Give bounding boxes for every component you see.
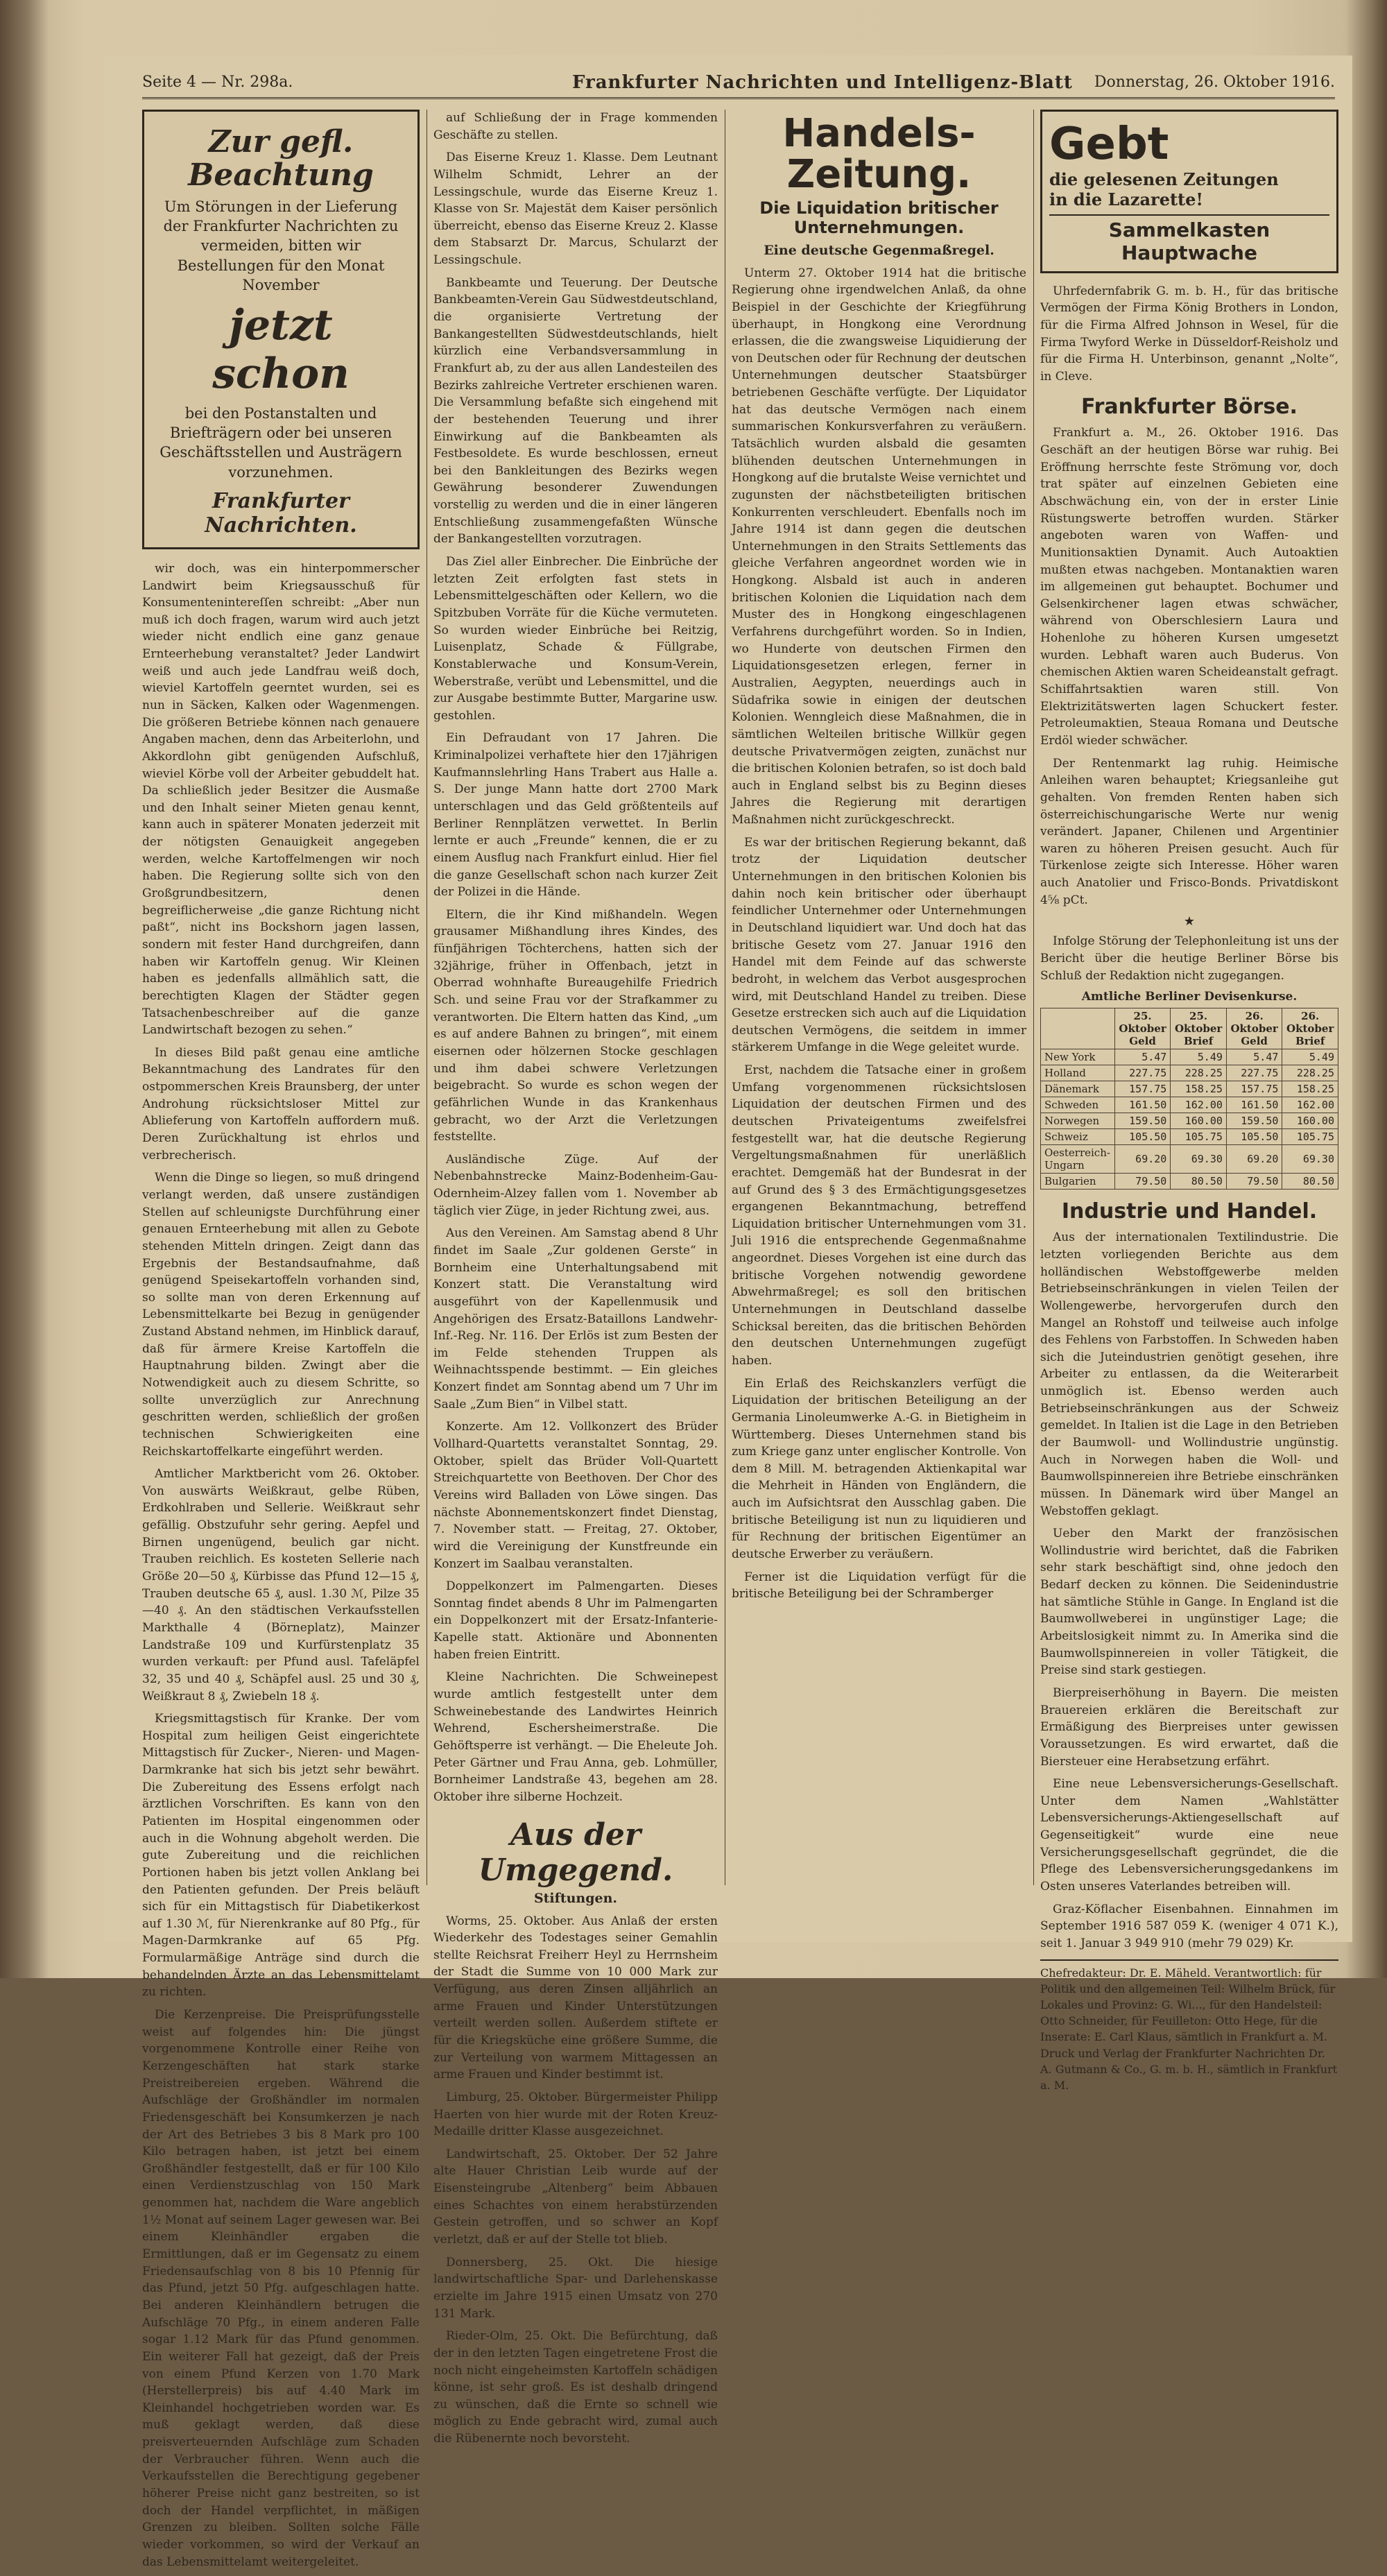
currency-name: New York xyxy=(1041,1049,1115,1065)
rate-value: 69.20 xyxy=(1114,1145,1171,1174)
table-row xyxy=(1041,1049,1338,1065)
currency-name: Schweiz xyxy=(1041,1129,1115,1145)
article-paragraph: Worms, 25. Oktober. Aus Anlaß der ersten Wiederkehr des Todestages seiner Gemahlin stellte Reichsrat Freiherr Heyl zu Herrnsheim der Stadt die Summe von 10 000 Mark zur Verfügung, aus deren Zinsen alljährlich an arme Frauen und Kinder Unterstützungen verteilt werden sollen. Außerdem stiftete er für die Kriegsküche eine größere Summe, die zur Verteilung von warmem Mittagessen an arme Frauen und Kinder bestimmt ist. xyxy=(433,1914,718,2082)
table-row xyxy=(1041,1145,1338,1174)
article-paragraph: Bankbeamte und Teuerung. Der Deutsche Bankbeamten-Verein Gau Südwestdeutschland, die organisierte Vertretung der Bankangestellten Südwestdeutschlands, hielt kürzlich eine Verbandsversammlung in Frankfurt ab, zu der aus allen Landesteilen des Bezirks zahlreiche Vertreter erschienen waren. Die Versammlung befaßte sich eingehend mit der bestehenden Teuerung und ihrer Einwirkung auf die Bankbeamten als Festbesoldete. Es wurde beschlossen, erneut bei den Bankleitungen des Bezirks wegen Gewährung besonderer Zuwendungen vorstellig zu werden und die in einer längeren Entschließung zusammengefaßten Wünsche der Bankangestellten vorzutragen. xyxy=(433,275,718,547)
article-paragraph: Ferner ist die Liquidation verfügt für die britische Beteiligung bei der Schramberger xyxy=(732,1570,1026,1602)
section-heading: Aus der Umgegend. xyxy=(478,1817,673,1888)
separator-star: ★ xyxy=(1183,914,1196,929)
article-paragraph: Ueber den Markt der französischen Wollindustrie wird berichtet, daß die Fabriken sehr stark beschäftigt sind, ohne jedoch den Bedarf decken zu können. Die Seidenindustrie hat sämtliche Stühle in Gange. In England ist die Baumwollweberei in ungünstiger Lage; die Arbeitslosigkeit nimmt zu. In Amerika sind die Baumwollspinnereien in voller Tätigkeit, die Preise sind stark gestiegen. xyxy=(1040,1527,1338,1678)
article-paragraph: Doppelkonzert im Palmengarten. Dieses Sonntag findet abends 8 Uhr im Palmengarten ein Doppelkonzert mit der Ersatz-Infanterie-Kapelle statt. Aktionäre und Abonnenten haben freien Eintritt. xyxy=(433,1579,718,1662)
notice-emphasis: jetzt schon xyxy=(212,300,350,398)
currency-name: Bulgarien xyxy=(1041,1174,1115,1190)
notice-title: Zur gefl. Beachtung xyxy=(188,124,374,194)
rate-value: 80.50 xyxy=(1282,1174,1338,1190)
article-paragraph: Ein Defraudant von 17 Jahren. Die Kriminalpolizei verhaftete hier den 17jährigen Kaufmannslehrling Hans Trabert aus Halle a. S. Der junge Mann hatte dort 2700 Mark unterschlagen und das Geld größtenteils auf Berliner Rennplätzen verwettet. In Berlin lernte er auch „Freunde“ kennen, die er zu einem Ausflug nach Frankfurt einlud. Hier fiel die ganze Gesellschaft schon nach kurzer Zeit der Polizei in die Hände. xyxy=(433,731,718,900)
article-paragraph: Uhrfedernfabrik G. m. b. H., für das britische Vermögen der Firma König Brothers in London, für die Firma Alfred Johnson in Wesel, für die Firma Twyford Werke in Düsseldorf-Reisholz und für die Firma H. Unterbinson, genannt „Nolte“, in Cleve. xyxy=(1040,284,1338,384)
table-header-cell: 25. Oktober Geld xyxy=(1114,1008,1171,1049)
rate-value: 105.75 xyxy=(1171,1129,1227,1145)
table-header-cell: 25. Oktober Brief xyxy=(1171,1008,1227,1049)
article-paragraph: Aus der internationalen Textilindustrie. Die letzten vorliegenden Berichte aus dem holländischen Webstoffgewerbe melden Betriebseinschränkungen in vielen Teilen der Wollengewerbe, hervorgerufen durch den Mangel an Rohstoff und teilweise auch infolge des Fehlens von Farbstoffen. In Schweden haben sich die Juteindustrien genötigt gesehen, ihre Arbeiter zu entlassen, da die Weiterarbeit unmöglich ist. Ebenso werden auch Betriebseinschränkungen aus der Schweiz gemeldet. In Italien ist die Lage in den Betrieben der Baumwoll- und Wollindustrie ungünstig. Auch in Norwegen haben die Woll- und Baumwollspinnereien ihre Betriebe einschränken müssen. In Dänemark wird über Mangel an Webstoffen geklagt. xyxy=(1040,1230,1338,1518)
notice-signature: Frankfurter Nachrichten. xyxy=(205,488,357,538)
article-paragraph: Graz-Köflacher Eisenbahnen. Einnahmen im September 1916 587 059 K. (weniger 4 071 K.), seit 1. Januar 3 949 910 (mehr 79 029) Kr. xyxy=(1040,1902,1338,1950)
article-paragraph: Wenn die Dinge so liegen, so muß dringend verlangt werden, daß unsere zuständigen Stellen auf schleunigste Durchführung einer genauen Ernteerhebung mit allen zu Gebote stehenden Mitteln dringen. Zeigt dann das Ergebnis der Bestandsaufnahme, daß genügend Speisekartoffeln vorhanden sind, so sollte man von deren Erkennung auf Lebensmittelkarte bei Bezug in genügender Zustand Abstand nehmen, im Hinblick darauf, daß für ärmere Kreise Kartoffeln die Hauptnahrung bilden. Zwingt aber die Notwendigkeit auch zu diesem Schritte, so sollte unverzüglich zur Anrechnung geschritten werden, schließlich der großen technischen Schwierigkeiten eine Reichskartoffelkarte eingeführt werden. xyxy=(142,1171,420,1459)
rate-value: 159.50 xyxy=(1114,1113,1171,1129)
rate-value: 5.49 xyxy=(1171,1049,1227,1065)
subscription-notice xyxy=(142,110,420,549)
imprint: Chefredakteur: Dr. E. Mäheld. Verantwortlich: für Politik und den allgemeinen Teil: Wilhelm Brück, für Lokales und Provinz: G. Wi..., für den Handelsteil: Otto Schneider, für Feuilleton: Otto Hege, für die Inserate: E. Carl Klaus, sämtlich in Frankfurt a. M. Druck und Verlag der Frankfurter Nachrichten Dr. A. Gutmann & Co., G. m. b. H., sämtlich in Frankfurt a. M. xyxy=(1040,1959,1338,2094)
article-paragraph: Ein Erlaß des Reichskanzlers verfügt die Liquidation der britischen Beteiligung an der Germania Linoleumwerke A.-G. in Bietigheim in Württemberg. Dieses Unternehmen stand bis zum Kriege ganz unter englischer Kontrolle. Von dem 8 Mill. M. betragenden Aktienkapital war die Mehrheit in Händen von Engländern, die auch im Aufsichtsrat den Ausschlag gaben. Die britische Beteiligung ist nun zu liquidieren und für Rechnung der britischen Eigentümer an deutsche Erwerber zu veräußern. xyxy=(732,1376,1026,1561)
rate-value: 162.00 xyxy=(1282,1097,1338,1113)
table-row xyxy=(1041,1081,1338,1097)
notice-body: Um Störungen in der Lieferung der Frankfurter Nachrichten zu vermeiden, bitten wir Bestellungen für den Monat November xyxy=(163,198,399,294)
currency-name: Schweden xyxy=(1041,1097,1115,1113)
table-row xyxy=(1041,1174,1338,1190)
article-paragraph: Landwirtschaft, 25. Oktober. Der 52 Jahre alte Hauer Christian Leib wurde auf der Eisensteingrube „Altenberg“ beim Abbauen eines Schachtes von einem herabstürzenden Gestein getroffen, und so schwer an Kopf verletzt, daß er auf der Stelle tot blieb. xyxy=(433,2147,718,2247)
column-rule xyxy=(1033,110,1034,1885)
rate-value: 228.25 xyxy=(1282,1065,1338,1081)
article-paragraph: Limburg, 25. Oktober. Bürgermeister Philipp Haerten von hier wurde mit der Roten Kreuz-Medaille dritter Klasse ausgezeichnet. xyxy=(433,2090,718,2139)
table-row xyxy=(1041,1097,1338,1113)
rate-value: 160.00 xyxy=(1171,1113,1227,1129)
page-number: Seite 4 — Nr. 298a. xyxy=(142,74,293,91)
article-paragraph: Die Kerzenpreise. Die Preisprüfungsstelle weist auf folgendes hin: Die jüngst vorgenommene Kontrolle einer Reihe von Kerzengeschäften hat stark starke Preistreibereien ergeben. Während die Aufschläge der Großhändler im normalen Friedensgeschäft bei Konsumkerzen je nach der Art des Betriebes 3 bis 8 Mark pro 100 Kilo betragen haben, ist jetzt bei einem Großhändler festgestellt, daß er für 100 Kilo einen Verdienstzuschlag von 150 Mark genommen hat, nachdem die Ware angeblich 1½ Monat auf seinem Lager gewesen war. Bei einem Kleinhändler ergaben die Ermittlungen, daß er im Gegensatz zu einem Friedensaufschlag von 8 bis 10 Pfennig für das Pfund, jetzt 50 Pfg. aufgeschlagen hatte. Bei anderen Kleinhändlern betrugen die Aufschläge 70 Pfg., in einem anderen Falle sogar 1.12 Mark für das Pfund genommen. Ein weiterer Fall hat gezeigt, daß der Preis von einem Pfund Kerzen von 1.70 Mark (Herstellerpreis) bis auf 4.40 Mark im Kleinhandel hochgetrieben worden war. Es muß geklagt werden, daß diese preisverteuernden Aufschläge zum Schaden der Verbraucher führen. Wenn auch die Verkaufsstellen die Berechtigung gegebener höherer Preise nicht ganz bestreiten, so ist doch der Handel verpflichtet, in mäßigen Grenzen zu bleiben. Sollten solche Fälle wieder vorkommen, so wird der Verkauf an das Lebensmittelamt weitergeleitet. xyxy=(142,2008,420,2569)
newspaper-donation-ad xyxy=(1040,110,1338,273)
rate-value: 157.75 xyxy=(1114,1081,1171,1097)
rate-value: 79.50 xyxy=(1226,1174,1282,1190)
article-paragraph: Erst, nachdem die Tatsache einer in großem Umfang vorgenommenen rücksichtslosen Liquidation der deutschen Firmen und des deutschen Privateigentums zweifelsfrei festgestellt war, hat die deutsche Regierung Vergeltungsmaßnahmen für unerläßlich erachtet. Demgemäß hat der Bundesrat in der auf Grund des § 3 des Ermächtigungsgesetzes ergangenen Bekanntmachung, betreffend Liquidation britischer Unternehmungen vom 31. Juli 1916 die entsprechende Gegenmaßnahme angeordnet. Dieses Vorgehen ist eine durch das britische Vorgehen notwendig gewordene Abwehrmaßregel; es soll den britischen Unternehmungen in Deutschland dasselbe Schicksal bereiten, das die britischen Behörden den deutschen Unternehmungen zugefügt haben. xyxy=(732,1063,1026,1368)
page-header xyxy=(142,69,1335,99)
rate-value: 227.75 xyxy=(1114,1065,1171,1081)
rate-value: 5.47 xyxy=(1114,1049,1171,1065)
rate-value: 5.49 xyxy=(1282,1049,1338,1065)
column-1 xyxy=(142,110,420,2576)
article-paragraph: Ausländische Züge. Auf der Nebenbahnstrecke Mainz-Bodenheim-Gau-Odernheim-Alzey fallen vom 1. November ab täglich vier Züge, in jeder Richtung zwei, aus. xyxy=(433,1152,718,1218)
column-2 xyxy=(433,110,718,2453)
article-paragraph: Es war der britischen Regierung bekannt, daß trotz der Liquidation deutscher Unternehmungen in den britischen Kolonien bis dahin noch kein britischer oder überhaupt feindlicher Unternehmer oder Unternehmungen in Deutschland liquidiert war. Und doch hat das britische Gesetz vom 27. Januar 1916 den Handel mit dem Feinde auf das schwerste bedroht, in welchem das Verbot ausgesprochen wird, mit Deutschland Handel zu treiben. Diese Gesetze erstrecken sich auch auf die Liquidation deutschen Vermögens, die seitdem in immer stärkerem Umfange in die Wege geleitet wurde. xyxy=(732,835,1026,1055)
issue-date: Donnerstag, 26. Oktober 1916. xyxy=(1094,74,1335,91)
rate-value: 158.25 xyxy=(1171,1081,1227,1097)
article-paragraph: Kleine Nachrichten. Die Schweinepest wurde amtlich festgestellt unter dem Schweinebestande des Landwirtes Heinrich Wehrend, Eschersheimerstraße. Die Gehöftsperre ist verhängt. — Die Eheleute Joh. Peter Gärtner und Frau Anna, geb. Lohmüller, Bornheimer Landstraße 43, begehen am 28. Oktober ihre silberne Hochzeit. xyxy=(433,1670,718,1804)
rate-value: 159.50 xyxy=(1226,1113,1282,1129)
ad-line-2: in die Lazarette! xyxy=(1049,189,1203,209)
currency-name: Holland xyxy=(1041,1065,1115,1081)
rate-value: 158.25 xyxy=(1282,1081,1338,1097)
article-paragraph: Infolge Störung der Telephonleitung ist uns der Bericht über die heutige Berliner Börse bis Schluß der Redaktion nicht zugegangen. xyxy=(1040,934,1338,983)
article-paragraph: Kriegsmittagstisch für Kranke. Der vom Hospital zum heiligen Geist eingerichtete Mittagstisch für Zucker-, Nieren- und Magen-Darmkranke hat sich bis jetzt sehr bewährt. Die Zubereitung des Essens erfolgt nach ärztlichen Vorschriften. Es kann von den Patienten im Hospital eingenommen oder auch in die Wohnung abgeholt werden. Die gute Zubereitung und die reichlichen Portionen haben bis jetzt vollen Anklang bei den Patienten gefunden. Der Preis beläuft sich für ein Mittagstisch für Diabetikerkost auf 1.30 ℳ, für Nierenkranke auf 80 Pfg., für Magen-Darmkranke auf 65 Pfg. Formularmäßige Anträge sind durch die behandelnden Ärzte an das Lebensmittelamt zu richten. xyxy=(142,1712,420,2000)
currency-name: Norwegen xyxy=(1041,1113,1115,1129)
ad-line-1: die gelesenen Zeitungen xyxy=(1049,169,1279,189)
section-heading: Industrie und Handel. xyxy=(1061,1199,1318,1224)
ad-text xyxy=(1049,170,1279,210)
column-3 xyxy=(732,110,1026,1608)
table-row xyxy=(1041,1129,1338,1145)
rate-value: 161.50 xyxy=(1226,1097,1282,1113)
table-header-cell: 26. Oktober Geld xyxy=(1226,1008,1282,1049)
article-paragraph: Eltern, die ihr Kind mißhandeln. Wegen grausamer Mißhandlung ihres Kindes, des fünfjährigen Töchterchens, hatten sich der 32jährige, früher in Offenbach, jetzt in Oberrad wohnhafte Bureaugehilfe Friedrich Sch. und seine Frau vor der Strafkammer zu verantworten. Die Eltern hatten das Kind, „um es auf andere Bahnen zu bringen“, mit einem eisernen oder hölzernen Stocke geschlagen und ihm dabei schwere Verletzungen beigebracht. So wurde es schon wegen der gefährlichen Wunde in das Krankenhaus gebracht, wo der Arzt die Verletzungen feststellte. xyxy=(433,907,718,1144)
table-title: Amtliche Berliner Devisenkurse. xyxy=(1081,990,1298,1004)
section-heading: Frankfurter Börse. xyxy=(1081,395,1298,420)
article-paragraph: auf Schließung der in Frage kommenden Geschäfte zu stellen. xyxy=(433,111,718,142)
table-header-cell: 26. Oktober Brief xyxy=(1282,1008,1338,1049)
market-report: Amtlicher Marktbericht vom 26. Oktober. Von auswärts Weißkraut, gelbe Rüben, Erdkohlraben und Sellerie. Weißkraut sehr gefällig. Obstzufuhr sehr gering. Aepfel und Birnen ungenügend, beulich gar nicht. Trauben reichlich. Es kosteten Sellerie nach Größe 20—50 ₰, Kürbisse das Pfund 12—15 ₰, Trauben deutsche 65 ₰, ausl. 1.30 ℳ, Pilze 35—40 ₰. An den städtischen Verkaufsstellen Markthalle 4 (Börneplatz), Mainzer Landstraße 109 und Kurfürstenplatz 35 wurden verkauft: per Pfund ausl. Tafeläpfel 32, 35 und 40 ₰, Schäpfel ausl. 25 und 30 ₰, Weißkraut 8 ₰, Zwiebeln 18 ₰. xyxy=(142,1467,420,1703)
newspaper-page xyxy=(104,55,1352,2569)
table-header-cell xyxy=(1041,1008,1115,1049)
ad-headline: Gebt xyxy=(1049,119,1169,170)
article-paragraph: Frankfurt a. M., 26. Oktober 1916. Das Geschäft an der heutigen Börse war ruhig. Bei Eröffnung herrschte feste Strömung vor, doch trat später auf einzelnen Gebieten eine Abschwächung ein, von der in erster Linie Rüstungswerte betroffen wurden. Stärker angeboten waren von Waffen- und Munitionsaktien Dynamit. Auch Autoaktien mußten etwas nachgeben. Montanaktien waren im allgemeinen gut behauptet. Bochumer und Gelsenkirchener lagen etwas schwächer, während von Oberschlesiern Laura und Hohenlohe zu höheren Kursen umgesetzt wurden. Lebhaft waren auch Buderus. Von chemischen Aktien waren Scheideanstalt gefragt. Schiffahrtsaktien waren still. Von Elektrizitätswerten lagen Schuckert fester. Petroleumaktien, Steaua Romana und Deutsche Erdöl wieder schwächer. xyxy=(1040,426,1338,748)
table-row xyxy=(1041,1065,1338,1081)
rate-value: 228.25 xyxy=(1171,1065,1227,1081)
rate-value: 227.75 xyxy=(1226,1065,1282,1081)
rate-value: 69.20 xyxy=(1226,1145,1282,1174)
article-paragraph: Rieder-Olm, 25. Okt. Die Befürchtung, daß der in den letzten Tagen eingetretene Frost die noch nicht eingeheimsten Kartoffeln schädigen könne, ist sehr groß. Es ist deshalb dringend zu wünschen, daß die Ernte so schnell wie möglich zu Ende gebracht wird, zumal auch die Rübenernte noch bevorsteht. xyxy=(433,2329,718,2446)
table-row xyxy=(1041,1113,1338,1129)
rate-value: 5.47 xyxy=(1226,1049,1282,1065)
rate-value: 160.00 xyxy=(1282,1113,1338,1129)
article-paragraph: Unterm 27. Oktober 1914 hat die britische Regierung ohne irgendwelchen Anlaß, da ohne Beispiel in der Geschichte der Kriegführung überhaupt, in Hongkong eine Verordnung erlassen, die die zwangsweise Liquidierung der von Deutschen oder für Rechnung der deutschen Unternehmungen deutscher Staatsbürger betriebenen Geschäfte verfügte. Der Liquidator hat das deutsche Vermögen nach einem summarischen Konkursverfahren zu veräußern. Tatsächlich wurden alsbald die gesamten blühenden deutschen Unternehmungen in Hongkong auf die brutalste Weise vernichtet und zugunsten der nächstbeteiligten britischen Konkurrenten verschleudert. Ebenfalls noch im Jahre 1914 ist dann gegen die deutschen Unternehmungen in den Straits Settlements das gleiche Verfahren angeordnet worden wie in Hongkong. Alsbald ist auch in anderen britischen Kolonien die Liquidation nach dem Muster des in Hongkong eingeschlagenen Verfahrens durchgeführt worden. So in Indien, wo Hunderte von deutschen Firmen den Liquidationsgesetzen erlegen, ferner in Australien, Aegypten, neuerdings auch in Südafrika sowie in einigen der deutschen Kolonien. Wenngleich diese Maßnahmen, die in sämtlichen Welteilen britische Willkür gegen deutsche Privatvermögen zeigten, zunächst nur die britischen Kolonien betrafen, so ist doch bald auch in England selbst bis zu Beginn dieses Jahres die Regierung mit derartigen Maßnahmen nicht zurückgeschreckt. xyxy=(732,266,1026,827)
currency-name: Dänemark xyxy=(1041,1081,1115,1097)
ad-line-3: Sammelkasten Hauptwache xyxy=(1049,214,1329,264)
rate-value: 80.50 xyxy=(1171,1174,1227,1190)
masthead: Frankfurter Nachrichten und Intelligenz-Blatt xyxy=(572,72,1073,93)
article-headline: Die Liquidation britischer Unternehmungen. xyxy=(759,198,999,237)
article-paragraph: Der Rentenmarkt lag ruhig. Heimische Anleihen waren behauptet; Kriegsanleihe gut gehalten. Von fremden Renten haben sich österreichischungarische Werte nur wenig verändert. Japaner, Chilenen und Argentinier waren zu höheren Preisen gesucht. Auch für Türkenlose zeigte sich Interesse. Höher waren auch Anatolier und Frisco-Bonds. Privatdiskont 4⅝ pCt. xyxy=(1040,756,1338,907)
article-paragraph: Bierpreiserhöhung in Bayern. Die meisten Brauereien erklären die Bereitschaft zur Ermäßigung des Bierpreises unter gewissen Voraussetzungen. Es wird erwartet, daß die Biersteuer eine Herabsetzung erfährt. xyxy=(1040,1685,1338,1769)
rate-value: 157.75 xyxy=(1226,1081,1282,1097)
rate-value: 162.00 xyxy=(1171,1097,1227,1113)
rate-value: 69.30 xyxy=(1171,1145,1227,1174)
rate-value: 105.75 xyxy=(1282,1129,1338,1145)
article-paragraph: Konzerte. Am 12. Vollkonzert des Brüder Vollhard-Quartetts veranstaltet Sonntag, 29. Oktober, spielt das Brüder Voll-Quartett Streichquartette von Beethoven. Der Chor des Vereins wird Balladen von Löwe singen. Das nächste Abonnementskonzert findet Dienstag, 7. November statt. — Freitag, 27. Oktober, wird die Vereinigung der Kunstfreunde ein Konzert im Saalbau veranstalten. xyxy=(433,1420,718,1571)
rate-value: 69.30 xyxy=(1282,1145,1338,1174)
article-paragraph: Das Ziel aller Einbrecher. Die Einbrüche der letzten Zeit erfolgten fast stets in Lebensmittelgeschäften oder Kellern, wo die Spitzbuben Vorräte für die Küche vermuteten. So wurden wieder Einbrüche bei Reitzig, Luisenplatz, Schade & Füllgrabe, Konstablerwache und Konsum-Verein, Weberstraße, verübt und Lebensmittel, und die zur Ausgabe bestimmte Butter, Margarine usw. gestohlen. xyxy=(433,555,718,723)
section-subheading: Stiftungen. xyxy=(533,1890,618,1906)
exchange-rate-table xyxy=(1040,1008,1338,1190)
rate-value: 105.50 xyxy=(1226,1129,1282,1145)
article-paragraph: In dieses Bild paßt genau eine amtliche Bekanntmachung des Landrates für den ostpommerschen Kreis Braunsberg, der unter Androhung rücksichtsloser Mittel zur Ablieferung von Kartoffeln auffordern muß. Deren Zurückhaltung ist ehrlos und verbrecherisch. xyxy=(142,1045,420,1162)
article-paragraph: Aus den Vereinen. Am Samstag abend 8 Uhr findet im Saale „Zur goldenen Gerste“ in Bornheim eine Unterhaltungsabend mit Konzert statt. Die Veranstaltung wird ausgeführt von der Kapellenmusik und Angehörigen des Ersatz-Bataillons Landwehr-Inf.-Reg. Nr. 116. Der Erlös ist zum Besten der im Felde stehenden Truppen als Weihnachtsspende bestimmt. — Ein gleiches Konzert findet am Sonntag abend um 7 Uhr im Saale „Zum Bien“ in Vilbel statt. xyxy=(433,1226,718,1411)
rate-value: 79.50 xyxy=(1114,1174,1171,1190)
rate-value: 161.50 xyxy=(1114,1097,1171,1113)
notice-body-2: bei den Postanstalten und Briefträgern oder bei unseren Geschäftsstellen und Austrägern vorzunehmen. xyxy=(160,404,402,481)
article-subheadline: Eine deutsche Gegenmaßregel. xyxy=(764,242,994,258)
article-paragraph: Das Eiserne Kreuz 1. Klasse. Dem Leutnant Wilhelm Schmidt, Lehrer an der Lessingschule, wurde das Eiserne Kreuz 1. Klasse von Sr. Majestät dem Kaiser persönlich überreicht, ebenso das Eiserne Kreuz 2. Klasse dem Stabsarzt Dr. Marcus, Schularzt der Lessingschule. xyxy=(433,151,718,268)
currency-name: Oesterreich-Ungarn xyxy=(1041,1145,1115,1174)
article-paragraph: wir doch, was ein hinterpommerscher Landwirt beim Kriegsausschuß für Konsumentenintereſſen schreibt: „Aber nun muß ich doch fragen, warum wird auch jetzt wieder nicht endlich eine ganz genaue Ernteerhebung veranstaltet? Jeder Landwirt weiß und auch jede Landfrau weiß doch, wieviel Kartoffeln geerntet wurden, sei es nun in Säcken, Kalken oder Wagenmengen. Die größeren Betriebe können nach genauere Angaben machen, denn das Arbeiterlohn, und Akkordlohn gibt genügenden Aufschluß, wieviel Körbe voll der Arbeiter gebuddelt hat. Da schließlich jeder Besitzer die Ausmaße und den Inhalt seiner Mieten genau kennt, kann auch in späterer Monaten jederzeit mit der nötigsten Genauigkeit angegeben werden, welche Kartoffelmengen wir noch haben. Die Regierung sollte sich von den Großgrundbesitzern, denen begreiflicherweise „die ganze Richtung nicht paßt“, nicht ins Bockshorn jagen lassen, sondern mit fester Hand durchgreifen, dann haben wir Kartoffeln genug. Wir Kleinen haben es jedenfalls allmählich satt, die berechtigten Klagen der Städter gegen Tatsachenbeschreiber auf die ganze Landwirtschaft bezogen zu sehen.“ xyxy=(142,561,420,1038)
rate-value: 105.50 xyxy=(1114,1129,1171,1145)
article-paragraph: Donnersberg, 25. Okt. Die hiesige landwirtschaftliche Spar- und Darlehenskasse erzielte im Jahre 1915 einen Umsatz von 270 131 Mark. xyxy=(433,2255,718,2321)
column-4 xyxy=(1040,110,1338,2093)
article-paragraph: Eine neue Lebensversicherungs-Gesellschaft. Unter dem Namen „Wahlstätter Lebensversicherungs-Aktiengesellschaft auf Gegenseitigkeit“ wurde eine neue Versicherungsgesellschaft gegründet, die die Pflege des Lebensversicherungsgedankens im Osten unseres Vaterlandes betreiben will. xyxy=(1040,1777,1338,1894)
section-title: Handels-Zeitung. xyxy=(782,111,976,197)
